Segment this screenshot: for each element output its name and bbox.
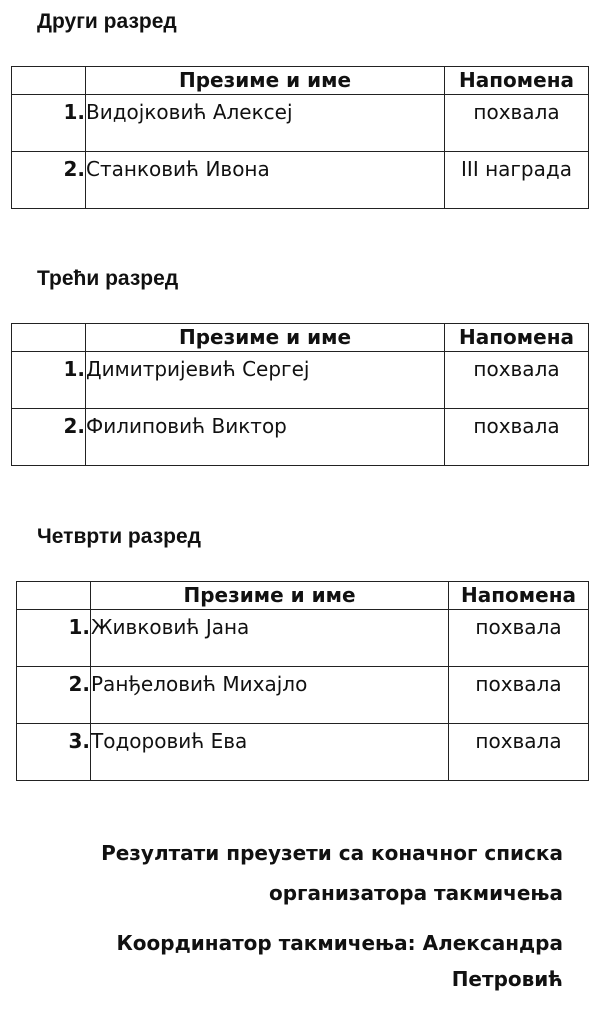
row-name: Станковић Ивона [86, 152, 445, 209]
row-number: 2. [17, 667, 91, 724]
row-name: Живковић Јана [91, 610, 449, 667]
source-note [101, 838, 563, 909]
section-title-grade-2: Други разред [37, 10, 177, 33]
header-name: Презиме и име [91, 582, 449, 610]
row-number: 2. [12, 409, 86, 466]
header-note: Напомена [449, 582, 589, 610]
row-name: Видојковић Алексеј [86, 95, 445, 152]
row-note: III награда [445, 152, 589, 209]
section-title-grade-4: Четврти разред [37, 525, 201, 548]
results-table-grade-2 [11, 66, 589, 209]
table-row [17, 610, 589, 667]
coordinator-line-2: Петровић [451, 967, 563, 991]
row-note: похвала [449, 667, 589, 724]
row-note: похвала [445, 352, 589, 409]
table-row [17, 724, 589, 781]
header-name: Презиме и име [86, 324, 445, 352]
table-header-row [17, 582, 589, 610]
source-note-line-2: организатора такмичења [269, 881, 563, 905]
row-number: 3. [17, 724, 91, 781]
row-number: 2. [12, 152, 86, 209]
table-row [17, 667, 589, 724]
section-title-grade-3: Трећи разред [37, 267, 179, 290]
results-table-grade-4 [16, 581, 589, 781]
row-name: Димитријевић Сергеј [86, 352, 445, 409]
table-header-row [12, 324, 589, 352]
coordinator-note [116, 928, 563, 995]
row-name: Филиповић Виктор [86, 409, 445, 466]
row-name: Ранђеловић Михајло [91, 667, 449, 724]
header-note: Напомена [445, 324, 589, 352]
header-number [12, 324, 86, 352]
header-note: Напомена [445, 67, 589, 95]
row-note: похвала [449, 724, 589, 781]
row-note: похвала [445, 409, 589, 466]
row-number: 1. [12, 95, 86, 152]
row-number: 1. [12, 352, 86, 409]
header-number [12, 67, 86, 95]
header-name: Презиме и име [86, 67, 445, 95]
row-number: 1. [17, 610, 91, 667]
row-note: похвала [449, 610, 589, 667]
row-note: похвала [445, 95, 589, 152]
table-row [12, 409, 589, 466]
results-table-grade-3 [11, 323, 589, 466]
table-header-row [12, 67, 589, 95]
table-row [12, 152, 589, 209]
header-number [17, 582, 91, 610]
table-row [12, 352, 589, 409]
table-row [12, 95, 589, 152]
row-name: Тодоровић Ева [91, 724, 449, 781]
coordinator-line-1: Координатор такмичења: Александра [116, 931, 563, 955]
source-note-line-1: Резултати преузети са коначног списка [101, 841, 563, 865]
